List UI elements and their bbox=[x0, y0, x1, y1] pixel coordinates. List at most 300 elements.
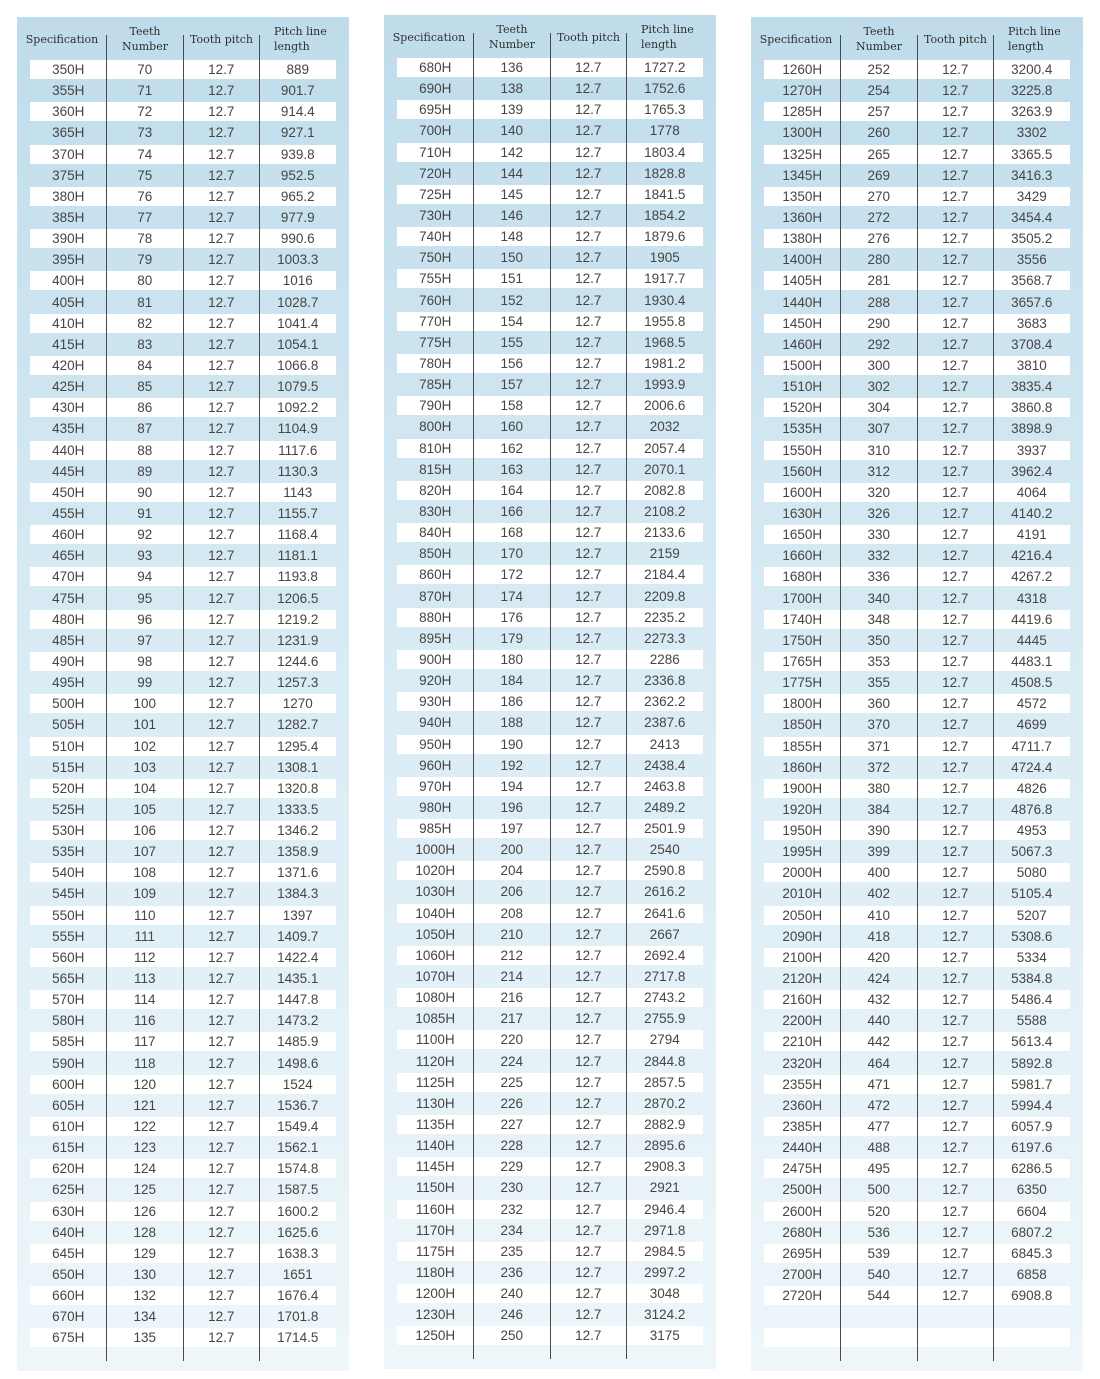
cell-teeth-number: 86 bbox=[107, 398, 184, 417]
cell-pitch-line-length: 2997.2 bbox=[644, 1265, 686, 1281]
cell-teeth-number: 384 bbox=[867, 801, 891, 817]
cell-tooth-pitch: 12.7 bbox=[575, 419, 602, 435]
cell-specification: 565H bbox=[52, 971, 85, 987]
cell-specification: 1450H bbox=[764, 314, 841, 333]
cell-pitch-line-length: 1295.4 bbox=[260, 737, 337, 756]
cell-specification: 1060H bbox=[397, 946, 474, 965]
cell-teeth-number: 114 bbox=[107, 990, 184, 1009]
cell-specification: 2475H bbox=[764, 1159, 841, 1178]
cell-pitch-line-length: 2616.2 bbox=[644, 884, 686, 900]
cell-specification: 550H bbox=[30, 906, 107, 925]
cell-specification: 460H bbox=[30, 525, 107, 544]
cell-pitch-line-length: 4953 bbox=[994, 821, 1071, 840]
cell-pitch-line-length: 5588 bbox=[1016, 1013, 1047, 1029]
cell-pitch-line-length: 2006.6 bbox=[627, 396, 704, 415]
cell-tooth-pitch: 12.7 bbox=[917, 483, 994, 502]
cell-specification: 545H bbox=[52, 886, 85, 902]
cell-pitch-line-length: 1384.3 bbox=[277, 886, 319, 902]
cell-specification: 1260H bbox=[764, 60, 841, 79]
cell-tooth-pitch: 12.7 bbox=[208, 632, 235, 648]
cell-pitch-line-length: 1066.8 bbox=[260, 356, 337, 375]
cell-tooth-pitch: 12.7 bbox=[208, 1140, 235, 1156]
cell-specification: 1345H bbox=[782, 167, 823, 183]
cell-tooth-pitch: 12.7 bbox=[183, 990, 260, 1009]
cell-specification: 605H bbox=[52, 1097, 85, 1113]
cell-tooth-pitch: 12.7 bbox=[917, 610, 994, 629]
cell-teeth-number: 176 bbox=[474, 608, 551, 627]
cell-pitch-line-length: 2984.5 bbox=[627, 1242, 704, 1261]
cell-specification: 1135H bbox=[397, 1115, 474, 1134]
cell-pitch-line-length: 1447.8 bbox=[260, 990, 337, 1009]
cell-pitch-line-length: 2717.8 bbox=[644, 969, 686, 985]
cell-specification: 480H bbox=[30, 610, 107, 629]
cell-specification: 730H bbox=[419, 207, 452, 223]
cell-teeth-number: 78 bbox=[107, 229, 184, 248]
cell-pitch-line-length: 3263.9 bbox=[994, 102, 1071, 121]
cell-pitch-line-length: 1244.6 bbox=[260, 652, 337, 671]
cell-pitch-line-length: 2641.6 bbox=[627, 904, 704, 923]
cell-tooth-pitch: 12.7 bbox=[575, 1053, 602, 1069]
cell-specification: 1405H bbox=[764, 271, 841, 290]
cell-specification: 505H bbox=[52, 717, 85, 733]
cell-specification: 555H bbox=[52, 928, 85, 944]
cell-specification: 495H bbox=[52, 675, 85, 691]
cell-specification: 960H bbox=[419, 757, 452, 773]
cell-specification: 1630H bbox=[782, 505, 823, 521]
cell-pitch-line-length: 1701.8 bbox=[277, 1309, 319, 1325]
cell-tooth-pitch: 12.7 bbox=[917, 1159, 994, 1178]
cell-specification: 740H bbox=[397, 227, 474, 246]
cell-tooth-pitch: 12.7 bbox=[183, 737, 260, 756]
cell-specification: 525H bbox=[52, 801, 85, 817]
cell-specification: 640H bbox=[52, 1224, 85, 1240]
cell-specification: 615H bbox=[52, 1140, 85, 1156]
cell-pitch-line-length: 1219.2 bbox=[260, 610, 337, 629]
cell-teeth-number: 320 bbox=[841, 483, 918, 502]
cell-teeth-number: 109 bbox=[133, 886, 157, 902]
cell-teeth-number: 272 bbox=[867, 209, 891, 225]
cell-pitch-line-length: 2362.2 bbox=[627, 692, 704, 711]
cell-teeth-number bbox=[841, 1328, 918, 1347]
cell-teeth-number: 371 bbox=[841, 737, 918, 756]
cell-tooth-pitch: 12.7 bbox=[942, 759, 969, 775]
cell-teeth-number: 370 bbox=[867, 717, 891, 733]
cell-specification: 670H bbox=[52, 1309, 85, 1325]
cell-specification: 540H bbox=[30, 863, 107, 882]
cell-teeth-number: 276 bbox=[841, 229, 918, 248]
cell-tooth-pitch: 12.7 bbox=[550, 1157, 627, 1176]
cell-tooth-pitch: 12.7 bbox=[942, 125, 969, 141]
cell-pitch-line-length: 1092.2 bbox=[260, 398, 337, 417]
cell-specification: 1160H bbox=[397, 1200, 474, 1219]
cell-teeth-number: 234 bbox=[500, 1222, 524, 1238]
cell-teeth-number: 424 bbox=[867, 971, 891, 987]
cell-teeth-number: 432 bbox=[841, 990, 918, 1009]
cell-teeth-number: 150 bbox=[500, 250, 524, 266]
column-divider bbox=[259, 35, 260, 1361]
cell-tooth-pitch: 12.7 bbox=[917, 1032, 994, 1051]
cell-pitch-line-length: 2463.8 bbox=[627, 777, 704, 796]
cell-specification: 1850H bbox=[782, 717, 823, 733]
cell-teeth-number: 184 bbox=[500, 673, 524, 689]
cell-pitch-line-length: 977.9 bbox=[280, 209, 315, 225]
cell-tooth-pitch: 12.7 bbox=[917, 525, 994, 544]
cell-teeth-number: 190 bbox=[474, 735, 551, 754]
cell-pitch-line-length: 6807.2 bbox=[1011, 1224, 1053, 1240]
cell-tooth-pitch: 12.7 bbox=[208, 83, 235, 99]
cell-tooth-pitch: 12.7 bbox=[208, 463, 235, 479]
cell-specification: 455H bbox=[52, 505, 85, 521]
cell-specification: 1325H bbox=[764, 145, 841, 164]
cell-tooth-pitch: 12.7 bbox=[575, 757, 602, 773]
cell-teeth-number: 70 bbox=[107, 60, 184, 79]
cell-tooth-pitch: 12.7 bbox=[550, 439, 627, 458]
cell-tooth-pitch: 12.7 bbox=[575, 1180, 602, 1196]
cell-specification: 785H bbox=[419, 377, 452, 393]
cell-teeth-number: 75 bbox=[137, 167, 153, 183]
cell-teeth-number: 142 bbox=[474, 143, 551, 162]
cell-teeth-number: 536 bbox=[867, 1224, 891, 1240]
cell-teeth-number: 79 bbox=[137, 252, 153, 268]
cell-teeth-number: 500 bbox=[867, 1182, 891, 1198]
cell-teeth-number: 224 bbox=[500, 1053, 524, 1069]
cell-tooth-pitch: 12.7 bbox=[942, 844, 969, 860]
cell-pitch-line-length: 2946.4 bbox=[627, 1200, 704, 1219]
cell-specification: 970H bbox=[397, 777, 474, 796]
cell-teeth-number: 82 bbox=[107, 314, 184, 333]
cell-pitch-line-length: 4699 bbox=[1016, 717, 1047, 733]
cell-pitch-line-length: 1079.5 bbox=[277, 379, 319, 395]
cell-teeth-number: 145 bbox=[474, 185, 551, 204]
cell-teeth-number: 94 bbox=[107, 567, 184, 586]
cell-pitch-line-length: 4216.4 bbox=[1011, 548, 1053, 564]
cell-pitch-line-length: 6286.5 bbox=[994, 1159, 1071, 1178]
cell-pitch-line-length: 6858 bbox=[1016, 1267, 1047, 1283]
cell-pitch-line-length: 2032 bbox=[649, 419, 680, 435]
cell-tooth-pitch: 12.7 bbox=[550, 100, 627, 119]
cell-teeth-number: 312 bbox=[867, 463, 891, 479]
cell-teeth-number: 539 bbox=[841, 1244, 918, 1263]
cell-teeth-number: 300 bbox=[841, 356, 918, 375]
cell-teeth-number: 111 bbox=[134, 928, 156, 944]
cell-pitch-line-length: 1193.8 bbox=[260, 567, 337, 586]
cell-teeth-number: 123 bbox=[133, 1140, 157, 1156]
cell-pitch-line-length: 3365.5 bbox=[994, 145, 1071, 164]
cell-pitch-line-length: 1562.1 bbox=[277, 1140, 319, 1156]
cell-tooth-pitch: 12.7 bbox=[917, 906, 994, 925]
cell-specification: 590H bbox=[52, 1055, 85, 1071]
cell-tooth-pitch: 12.7 bbox=[942, 1224, 969, 1240]
cell-tooth-pitch: 12.7 bbox=[917, 271, 994, 290]
cell-teeth-number: 97 bbox=[137, 632, 153, 648]
cell-teeth-number: 440 bbox=[867, 1013, 891, 1029]
cell-specification: 625H bbox=[52, 1182, 85, 1198]
table-panel-1 bbox=[17, 17, 349, 1371]
cell-teeth-number: 442 bbox=[841, 1032, 918, 1051]
cell-tooth-pitch: 12.7 bbox=[917, 821, 994, 840]
cell-tooth-pitch: 12.7 bbox=[550, 1073, 627, 1092]
cell-specification: 380H bbox=[30, 187, 107, 206]
cell-tooth-pitch: 12.7 bbox=[942, 632, 969, 648]
cell-tooth-pitch: 12.7 bbox=[575, 799, 602, 815]
cell-teeth-number: 103 bbox=[133, 759, 157, 775]
cell-teeth-number: 157 bbox=[500, 377, 524, 393]
cell-specification: 1380H bbox=[764, 229, 841, 248]
cell-specification: 395H bbox=[52, 252, 85, 268]
cell-pitch-line-length: 1155.7 bbox=[277, 505, 318, 521]
cell-tooth-pitch bbox=[917, 1307, 994, 1326]
cell-pitch-line-length: 1422.4 bbox=[260, 948, 337, 967]
cell-pitch-line-length: 1473.2 bbox=[277, 1013, 319, 1029]
cell-specification: 360H bbox=[30, 102, 107, 121]
cell-tooth-pitch: 12.7 bbox=[208, 505, 235, 521]
cell-specification: 860H bbox=[397, 565, 474, 584]
cell-teeth-number: 129 bbox=[107, 1244, 184, 1263]
cell-tooth-pitch: 12.7 bbox=[575, 503, 602, 519]
cell-tooth-pitch: 12.7 bbox=[550, 143, 627, 162]
cell-specification: 1550H bbox=[764, 441, 841, 460]
cell-specification: 1020H bbox=[397, 861, 474, 880]
cell-specification: 610H bbox=[30, 1117, 107, 1136]
cell-teeth-number: 420 bbox=[841, 948, 918, 967]
cell-tooth-pitch: 12.7 bbox=[942, 928, 969, 944]
cell-specification: 1125H bbox=[397, 1073, 474, 1092]
cell-tooth-pitch: 12.7 bbox=[575, 377, 602, 393]
cell-specification: 650H bbox=[52, 1267, 85, 1283]
cell-teeth-number: 332 bbox=[867, 548, 891, 564]
cell-teeth-number: 124 bbox=[107, 1159, 184, 1178]
cell-tooth-pitch: 12.7 bbox=[575, 292, 602, 308]
cell-pitch-line-length: 1308.1 bbox=[277, 759, 319, 775]
cell-tooth-pitch: 12.7 bbox=[575, 334, 602, 350]
cell-tooth-pitch: 12.7 bbox=[183, 187, 260, 206]
cell-specification: 1170H bbox=[415, 1222, 455, 1238]
cell-tooth-pitch: 12.7 bbox=[575, 884, 602, 900]
cell-teeth-number: 92 bbox=[107, 525, 184, 544]
cell-specification bbox=[764, 1307, 841, 1326]
cell-specification: 1050H bbox=[415, 926, 456, 942]
cell-pitch-line-length: 2857.5 bbox=[627, 1073, 704, 1092]
cell-specification: 520H bbox=[30, 779, 107, 798]
cell-specification: 2600H bbox=[764, 1202, 841, 1221]
cell-tooth-pitch: 12.7 bbox=[208, 209, 235, 225]
cell-tooth-pitch: 12.7 bbox=[183, 356, 260, 375]
cell-tooth-pitch: 12.7 bbox=[550, 819, 627, 838]
cell-pitch-line-length bbox=[994, 1307, 1071, 1326]
cell-teeth-number: 410 bbox=[841, 906, 918, 925]
cell-tooth-pitch: 12.7 bbox=[208, 1097, 235, 1113]
cell-tooth-pitch: 12.7 bbox=[550, 904, 627, 923]
cell-teeth-number: 72 bbox=[107, 102, 184, 121]
cell-teeth-number: 95 bbox=[137, 590, 153, 606]
cell-specification: 1680H bbox=[764, 567, 841, 586]
cell-pitch-line-length: 2895.6 bbox=[644, 1138, 686, 1154]
cell-pitch-line-length: 6350 bbox=[1016, 1182, 1047, 1198]
header-pitch-line-length-line1: Pitch line bbox=[274, 25, 327, 38]
cell-specification: 850H bbox=[419, 546, 452, 562]
cell-pitch-line-length: 5384.8 bbox=[1011, 971, 1053, 987]
cell-tooth-pitch: 12.7 bbox=[208, 1267, 235, 1283]
cell-teeth-number: 192 bbox=[500, 757, 524, 773]
cell-tooth-pitch: 12.7 bbox=[208, 1182, 235, 1198]
cell-tooth-pitch: 12.7 bbox=[183, 821, 260, 840]
cell-teeth-number: 288 bbox=[867, 294, 891, 310]
cell-pitch-line-length: 1765.3 bbox=[627, 100, 704, 119]
cell-specification: 1085H bbox=[415, 1011, 456, 1027]
cell-tooth-pitch: 12.7 bbox=[550, 58, 627, 77]
cell-specification: 720H bbox=[419, 165, 452, 181]
cell-specification: 1230H bbox=[415, 1307, 456, 1323]
cell-teeth-number: 380 bbox=[841, 779, 918, 798]
header-specification: Specification bbox=[759, 32, 833, 46]
cell-pitch-line-length: 2590.8 bbox=[627, 861, 704, 880]
cell-tooth-pitch bbox=[917, 1328, 994, 1347]
cell-pitch-line-length: 3683 bbox=[994, 314, 1071, 333]
cell-teeth-number: 106 bbox=[107, 821, 184, 840]
cell-pitch-line-length: 3416.3 bbox=[1011, 167, 1053, 183]
cell-tooth-pitch: 12.7 bbox=[183, 314, 260, 333]
cell-teeth-number: 138 bbox=[500, 81, 524, 97]
cell-tooth-pitch: 12.7 bbox=[550, 1242, 627, 1261]
cell-pitch-line-length: 1536.7 bbox=[277, 1097, 319, 1113]
cell-specification: 580H bbox=[52, 1013, 85, 1029]
cell-pitch-line-length: 3505.2 bbox=[994, 229, 1071, 248]
cell-teeth-number: 174 bbox=[500, 588, 524, 604]
cell-pitch-line-length: 965.2 bbox=[260, 187, 337, 206]
cell-tooth-pitch: 12.7 bbox=[942, 294, 969, 310]
cell-pitch-line-length: 4064 bbox=[994, 483, 1071, 502]
cell-teeth-number: 257 bbox=[841, 102, 918, 121]
cell-pitch-line-length: 901.7 bbox=[280, 83, 315, 99]
cell-teeth-number: 134 bbox=[133, 1309, 157, 1325]
cell-specification: 755H bbox=[397, 269, 474, 288]
cell-tooth-pitch: 12.7 bbox=[575, 673, 602, 689]
cell-teeth-number: 290 bbox=[841, 314, 918, 333]
cell-tooth-pitch: 12.7 bbox=[208, 548, 235, 564]
cell-specification: 1995H bbox=[782, 844, 823, 860]
cell-specification: 725H bbox=[397, 185, 474, 204]
cell-pitch-line-length bbox=[994, 1328, 1071, 1347]
cell-teeth-number: 540 bbox=[867, 1267, 891, 1283]
cell-pitch-line-length: 1905 bbox=[649, 250, 680, 266]
cell-pitch-line-length: 1828.8 bbox=[644, 165, 686, 181]
cell-specification: 1030H bbox=[415, 884, 456, 900]
cell-pitch-line-length: 1371.6 bbox=[260, 863, 337, 882]
cell-tooth-pitch: 12.7 bbox=[550, 946, 627, 965]
cell-specification bbox=[764, 1328, 841, 1347]
cell-specification: 450H bbox=[30, 483, 107, 502]
cell-pitch-line-length: 3898.9 bbox=[1011, 421, 1053, 437]
cell-specification: 1140H bbox=[415, 1138, 455, 1154]
cell-teeth-number: 140 bbox=[500, 123, 524, 139]
cell-specification: 770H bbox=[397, 312, 474, 331]
cell-tooth-pitch: 12.7 bbox=[942, 548, 969, 564]
table-panel-2 bbox=[384, 15, 716, 1369]
cell-tooth-pitch: 12.7 bbox=[550, 354, 627, 373]
cell-specification: 1950H bbox=[764, 821, 841, 840]
cell-pitch-line-length: 1028.7 bbox=[277, 294, 319, 310]
cell-teeth-number: 121 bbox=[133, 1097, 157, 1113]
cell-teeth-number: 83 bbox=[137, 336, 153, 352]
cell-teeth-number: 495 bbox=[841, 1159, 918, 1178]
cell-teeth-number: 156 bbox=[474, 354, 551, 373]
cell-tooth-pitch: 12.7 bbox=[575, 1265, 602, 1281]
cell-pitch-line-length: 5486.4 bbox=[994, 990, 1071, 1009]
cell-teeth-number: 130 bbox=[133, 1267, 157, 1283]
cell-pitch-line-length: 2108.2 bbox=[644, 503, 686, 519]
cell-teeth-number: 336 bbox=[841, 567, 918, 586]
cell-specification: 465H bbox=[52, 548, 85, 564]
cell-pitch-line-length: 1752.6 bbox=[644, 81, 686, 97]
cell-teeth-number: 118 bbox=[133, 1055, 156, 1071]
cell-teeth-number: 252 bbox=[841, 60, 918, 79]
cell-pitch-line-length: 6604 bbox=[994, 1202, 1071, 1221]
cell-specification: 1200H bbox=[397, 1284, 474, 1303]
cell-tooth-pitch: 12.7 bbox=[575, 588, 602, 604]
cell-tooth-pitch: 12.7 bbox=[917, 1117, 994, 1136]
cell-specification: 1460H bbox=[782, 336, 823, 352]
cell-teeth-number: 154 bbox=[474, 312, 551, 331]
cell-pitch-line-length: 1524 bbox=[260, 1075, 337, 1094]
cell-pitch-line-length: 1117.6 bbox=[260, 441, 337, 460]
cell-tooth-pitch: 12.7 bbox=[550, 1030, 627, 1049]
cell-tooth-pitch: 12.7 bbox=[917, 102, 994, 121]
cell-teeth-number: 102 bbox=[107, 737, 184, 756]
cell-tooth-pitch: 12.7 bbox=[917, 737, 994, 756]
cell-pitch-line-length: 5067.3 bbox=[1011, 844, 1053, 860]
cell-tooth-pitch: 12.7 bbox=[208, 675, 235, 691]
cell-tooth-pitch: 12.7 bbox=[942, 801, 969, 817]
cell-tooth-pitch: 12.7 bbox=[208, 252, 235, 268]
cell-pitch-line-length: 1270 bbox=[260, 694, 337, 713]
cell-tooth-pitch: 12.7 bbox=[550, 565, 627, 584]
cell-teeth-number: 353 bbox=[841, 652, 918, 671]
cell-specification: 1250H bbox=[397, 1326, 474, 1345]
cell-specification: 895H bbox=[419, 630, 452, 646]
cell-teeth-number: 270 bbox=[841, 187, 918, 206]
cell-tooth-pitch: 12.7 bbox=[208, 801, 235, 817]
cell-teeth-number: 214 bbox=[500, 969, 524, 985]
cell-tooth-pitch: 12.7 bbox=[575, 969, 602, 985]
cell-specification: 560H bbox=[30, 948, 107, 967]
cell-teeth-number: 105 bbox=[133, 801, 157, 817]
cell-teeth-number: 166 bbox=[500, 503, 524, 519]
cell-tooth-pitch: 12.7 bbox=[183, 779, 260, 798]
cell-specification: 700H bbox=[419, 123, 452, 139]
cell-pitch-line-length: 2057.4 bbox=[627, 439, 704, 458]
cell-pitch-line-length: 2184.4 bbox=[627, 565, 704, 584]
cell-tooth-pitch: 12.7 bbox=[550, 396, 627, 415]
cell-tooth-pitch: 12.7 bbox=[550, 650, 627, 669]
cell-pitch-line-length: 3810 bbox=[994, 356, 1071, 375]
cell-specification: 2700H bbox=[782, 1267, 823, 1283]
cell-specification: 840H bbox=[397, 523, 474, 542]
cell-tooth-pitch: 12.7 bbox=[183, 398, 260, 417]
cell-pitch-line-length: 3124.2 bbox=[644, 1307, 686, 1323]
cell-pitch-line-length: 5994.4 bbox=[1011, 1097, 1053, 1113]
cell-pitch-line-length: 1930.4 bbox=[644, 292, 686, 308]
cell-tooth-pitch: 12.7 bbox=[575, 461, 602, 477]
cell-specification: 2695H bbox=[764, 1244, 841, 1263]
cell-tooth-pitch: 12.7 bbox=[575, 630, 602, 646]
cell-teeth-number: 148 bbox=[474, 227, 551, 246]
cell-tooth-pitch: 12.7 bbox=[575, 1222, 602, 1238]
cell-tooth-pitch: 12.7 bbox=[208, 294, 235, 310]
cell-specification: 2010H bbox=[782, 886, 823, 902]
cell-specification: 1100H bbox=[397, 1030, 474, 1049]
cell-tooth-pitch: 12.7 bbox=[550, 1200, 627, 1219]
cell-teeth-number: 280 bbox=[867, 252, 891, 268]
